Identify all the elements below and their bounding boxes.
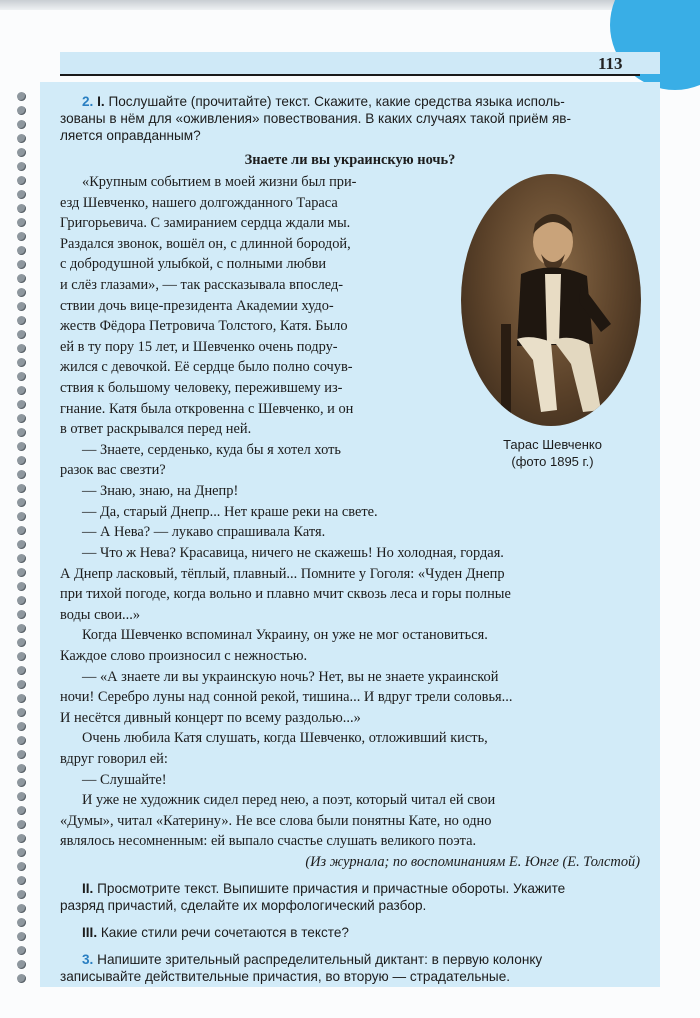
spiral-ring [17, 694, 26, 703]
spiral-ring [17, 148, 26, 157]
story-line: — А Нева? — лукаво спрашивала Катя. [82, 524, 326, 541]
source-attribution: (Из журнала; по воспоминаниям Е. Юнге (Е. Толстой) [305, 854, 640, 870]
spiral-ring [17, 806, 26, 815]
story-line: И несётся дивный концерт по всему раздолью...» [60, 709, 361, 726]
spiral-ring [17, 456, 26, 465]
task2-part1 [60, 93, 650, 144]
spiral-ring [17, 162, 26, 171]
spiral-ring [17, 862, 26, 871]
spiral-ring [17, 610, 26, 619]
spiral-ring [17, 932, 26, 941]
spiral-ring [17, 190, 26, 199]
spiral-ring [17, 736, 26, 745]
task2-number: 2. [82, 94, 94, 109]
task2-part2 [60, 880, 650, 914]
story-line: — Что ж Нева? Красавица, ничего не скажешь! Но холодная, гордая. [82, 545, 504, 561]
part1-roman: I. [97, 94, 105, 109]
spiral-ring [17, 246, 26, 255]
part3-roman: III. [82, 925, 98, 940]
top-edge-shadow [0, 0, 700, 10]
task-line: Напишите зрительный распределительный диктант: в первую колонку [97, 952, 543, 967]
story-line: с добродушной улыбкой, с полными любви [60, 256, 327, 273]
spiral-ring [17, 218, 26, 227]
spiral-ring [17, 526, 26, 535]
spiral-ring [17, 316, 26, 325]
story-line: ей в ту пору 15 лет, и Шевченко очень подру- [60, 338, 338, 355]
spiral-ring [17, 414, 26, 423]
story-line: жеств Фёдора Петровича Толстого, Катя. Было [60, 318, 348, 335]
story-line: езд Шевченко, нашего долгожданного Тараса [60, 194, 338, 211]
spiral-ring [17, 680, 26, 689]
spiral-ring [17, 596, 26, 605]
spiral-ring [17, 274, 26, 283]
spiral-ring [17, 960, 26, 969]
spiral-ring [17, 260, 26, 269]
spiral-ring [17, 946, 26, 955]
spiral-ring [17, 120, 26, 129]
spiral-ring [17, 666, 26, 675]
story-line: — Да, старый Днепр... Нет краше реки на свете. [82, 503, 378, 520]
spiral-ring [17, 134, 26, 143]
spiral-ring [17, 918, 26, 927]
story-line: Раздался звонок, вошёл он, с длинной бородой, [60, 235, 351, 252]
spiral-ring [17, 652, 26, 661]
task-line: записывайте действительные причастия, во вторую — страдательные. [60, 969, 511, 984]
story-line: жился с девочкой. Её сердце было полно сочув- [60, 359, 353, 376]
task-line: Какие стили речи сочетаются в тексте? [100, 925, 349, 940]
spiral-ring [17, 890, 26, 899]
story-line: «Крупным событием в моей жизни был при- [82, 174, 357, 190]
story-wrapped [60, 172, 455, 543]
story-line: являлось несомненным: ей выпало счастье слушать великого поэта. [60, 833, 477, 850]
portrait-photo [461, 174, 641, 426]
spiral-ring [17, 750, 26, 759]
spiral-ring [17, 820, 26, 829]
spiral-ring [17, 232, 26, 241]
spiral-ring [17, 582, 26, 591]
photo-caption [470, 436, 635, 470]
spiral-ring [17, 288, 26, 297]
task-line: зованы в нём для «оживления» повествования. В каких случаях такой приём яв- [60, 111, 572, 126]
spiral-ring [17, 498, 26, 507]
spiral-ring [17, 512, 26, 521]
spiral-ring [17, 974, 26, 983]
task-line: ляется оправданным? [60, 128, 201, 143]
spiral-ring [17, 554, 26, 563]
part2-roman: II. [82, 881, 94, 896]
task-line: Просмотрите текст. Выпишите причастия и причастные обороты. Укажите [97, 881, 566, 896]
story-line: Григорьевича. С замиранием сердца ждали мы. [60, 215, 351, 232]
task2-part3 [60, 924, 650, 941]
spiral-ring [17, 176, 26, 185]
story-line: в ответ раскрывался перед ней. [60, 421, 252, 438]
spiral-ring [17, 484, 26, 493]
story-line: вдруг говорил ей: [60, 750, 168, 767]
story-line: Каждое слово произносил с нежностью. [60, 647, 308, 664]
spiral-ring [17, 568, 26, 577]
notebook-spiral [4, 92, 44, 992]
spiral-ring [17, 792, 26, 801]
spiral-ring [17, 204, 26, 213]
story-line: И уже не художник сидел перед нею, а поэт, который читал ей свои [82, 792, 496, 809]
page-number: 113 [598, 54, 623, 73]
spiral-ring [17, 764, 26, 773]
spiral-ring [17, 92, 26, 101]
spiral-ring [17, 540, 26, 549]
spiral-ring [17, 904, 26, 913]
spiral-ring [17, 834, 26, 843]
story-line: и слёз глазами», — так рассказывала впослед- [60, 276, 344, 293]
spiral-ring [17, 876, 26, 885]
spiral-ring [17, 708, 26, 717]
spiral-ring [17, 638, 26, 647]
spiral-ring [17, 358, 26, 367]
spiral-ring [17, 442, 26, 451]
spiral-ring [17, 330, 26, 339]
spiral-ring [17, 372, 26, 381]
spiral-ring [17, 106, 26, 115]
spiral-ring [17, 302, 26, 311]
story-line: ствии дочь вице-президента Академии худо- [60, 297, 334, 314]
spiral-ring [17, 470, 26, 479]
story-line: Очень любила Катя слушать, когда Шевченко, отложивший кисть, [82, 730, 488, 747]
spiral-ring [17, 624, 26, 633]
story-line: «Думы», читал «Катерину». Не все слова были понятны Кате, но одно [60, 812, 492, 829]
spiral-ring [17, 848, 26, 857]
spiral-ring [17, 428, 26, 437]
story-line: гнание. Катя была откровенна с Шевченко, и он [60, 400, 354, 417]
story-line: — Знаю, знаю, на Днепр! [82, 482, 239, 499]
spiral-ring [17, 778, 26, 787]
spiral-ring [17, 722, 26, 731]
task3-number: 3. [82, 952, 94, 967]
portrait-figure [461, 174, 641, 426]
spiral-ring [17, 400, 26, 409]
story-line: ночи! Серебро луны над сонной рекой, тишина... И вдруг трели соловья... [60, 689, 513, 706]
header-rule [60, 74, 640, 76]
story-line: А Днепр ласковый, тёплый, плавный... Помните у Гоголя: «Чуден Днепр [60, 565, 505, 582]
story-line: ствия к большому человеку, пережившему из- [60, 379, 343, 396]
story-line: — «А знаете ли вы украинскую ночь? Нет, вы не знаете украинской [82, 668, 499, 685]
spiral-ring [17, 386, 26, 395]
spiral-ring [17, 344, 26, 353]
story-line: при тихой погоде, когда вольно и плавно мчит сквозь леса и горы полные [60, 586, 511, 603]
task-line: Послушайте (прочитайте) текст. Скажите, какие средства языка исполь- [108, 94, 565, 109]
story-full [60, 543, 640, 852]
header-band [60, 52, 660, 74]
story-line: разок вас свезти? [60, 462, 166, 479]
caption-line: (фото 1895 г.) [511, 454, 594, 469]
text-title: Знаете ли вы украинскую ночь? [244, 152, 456, 168]
task-line: разряд причастий, сделайте их морфологический разбор. [60, 898, 427, 913]
story-line: — Слушайте! [82, 771, 167, 788]
story-line: воды свои...» [60, 606, 141, 623]
task3 [60, 951, 650, 985]
story-line: Когда Шевченко вспоминал Украину, он уже не мог остановиться. [82, 627, 488, 644]
caption-line: Тарас Шевченко [503, 437, 602, 452]
story-line: — Знаете, серденько, куда бы я хотел хоть [82, 441, 341, 458]
